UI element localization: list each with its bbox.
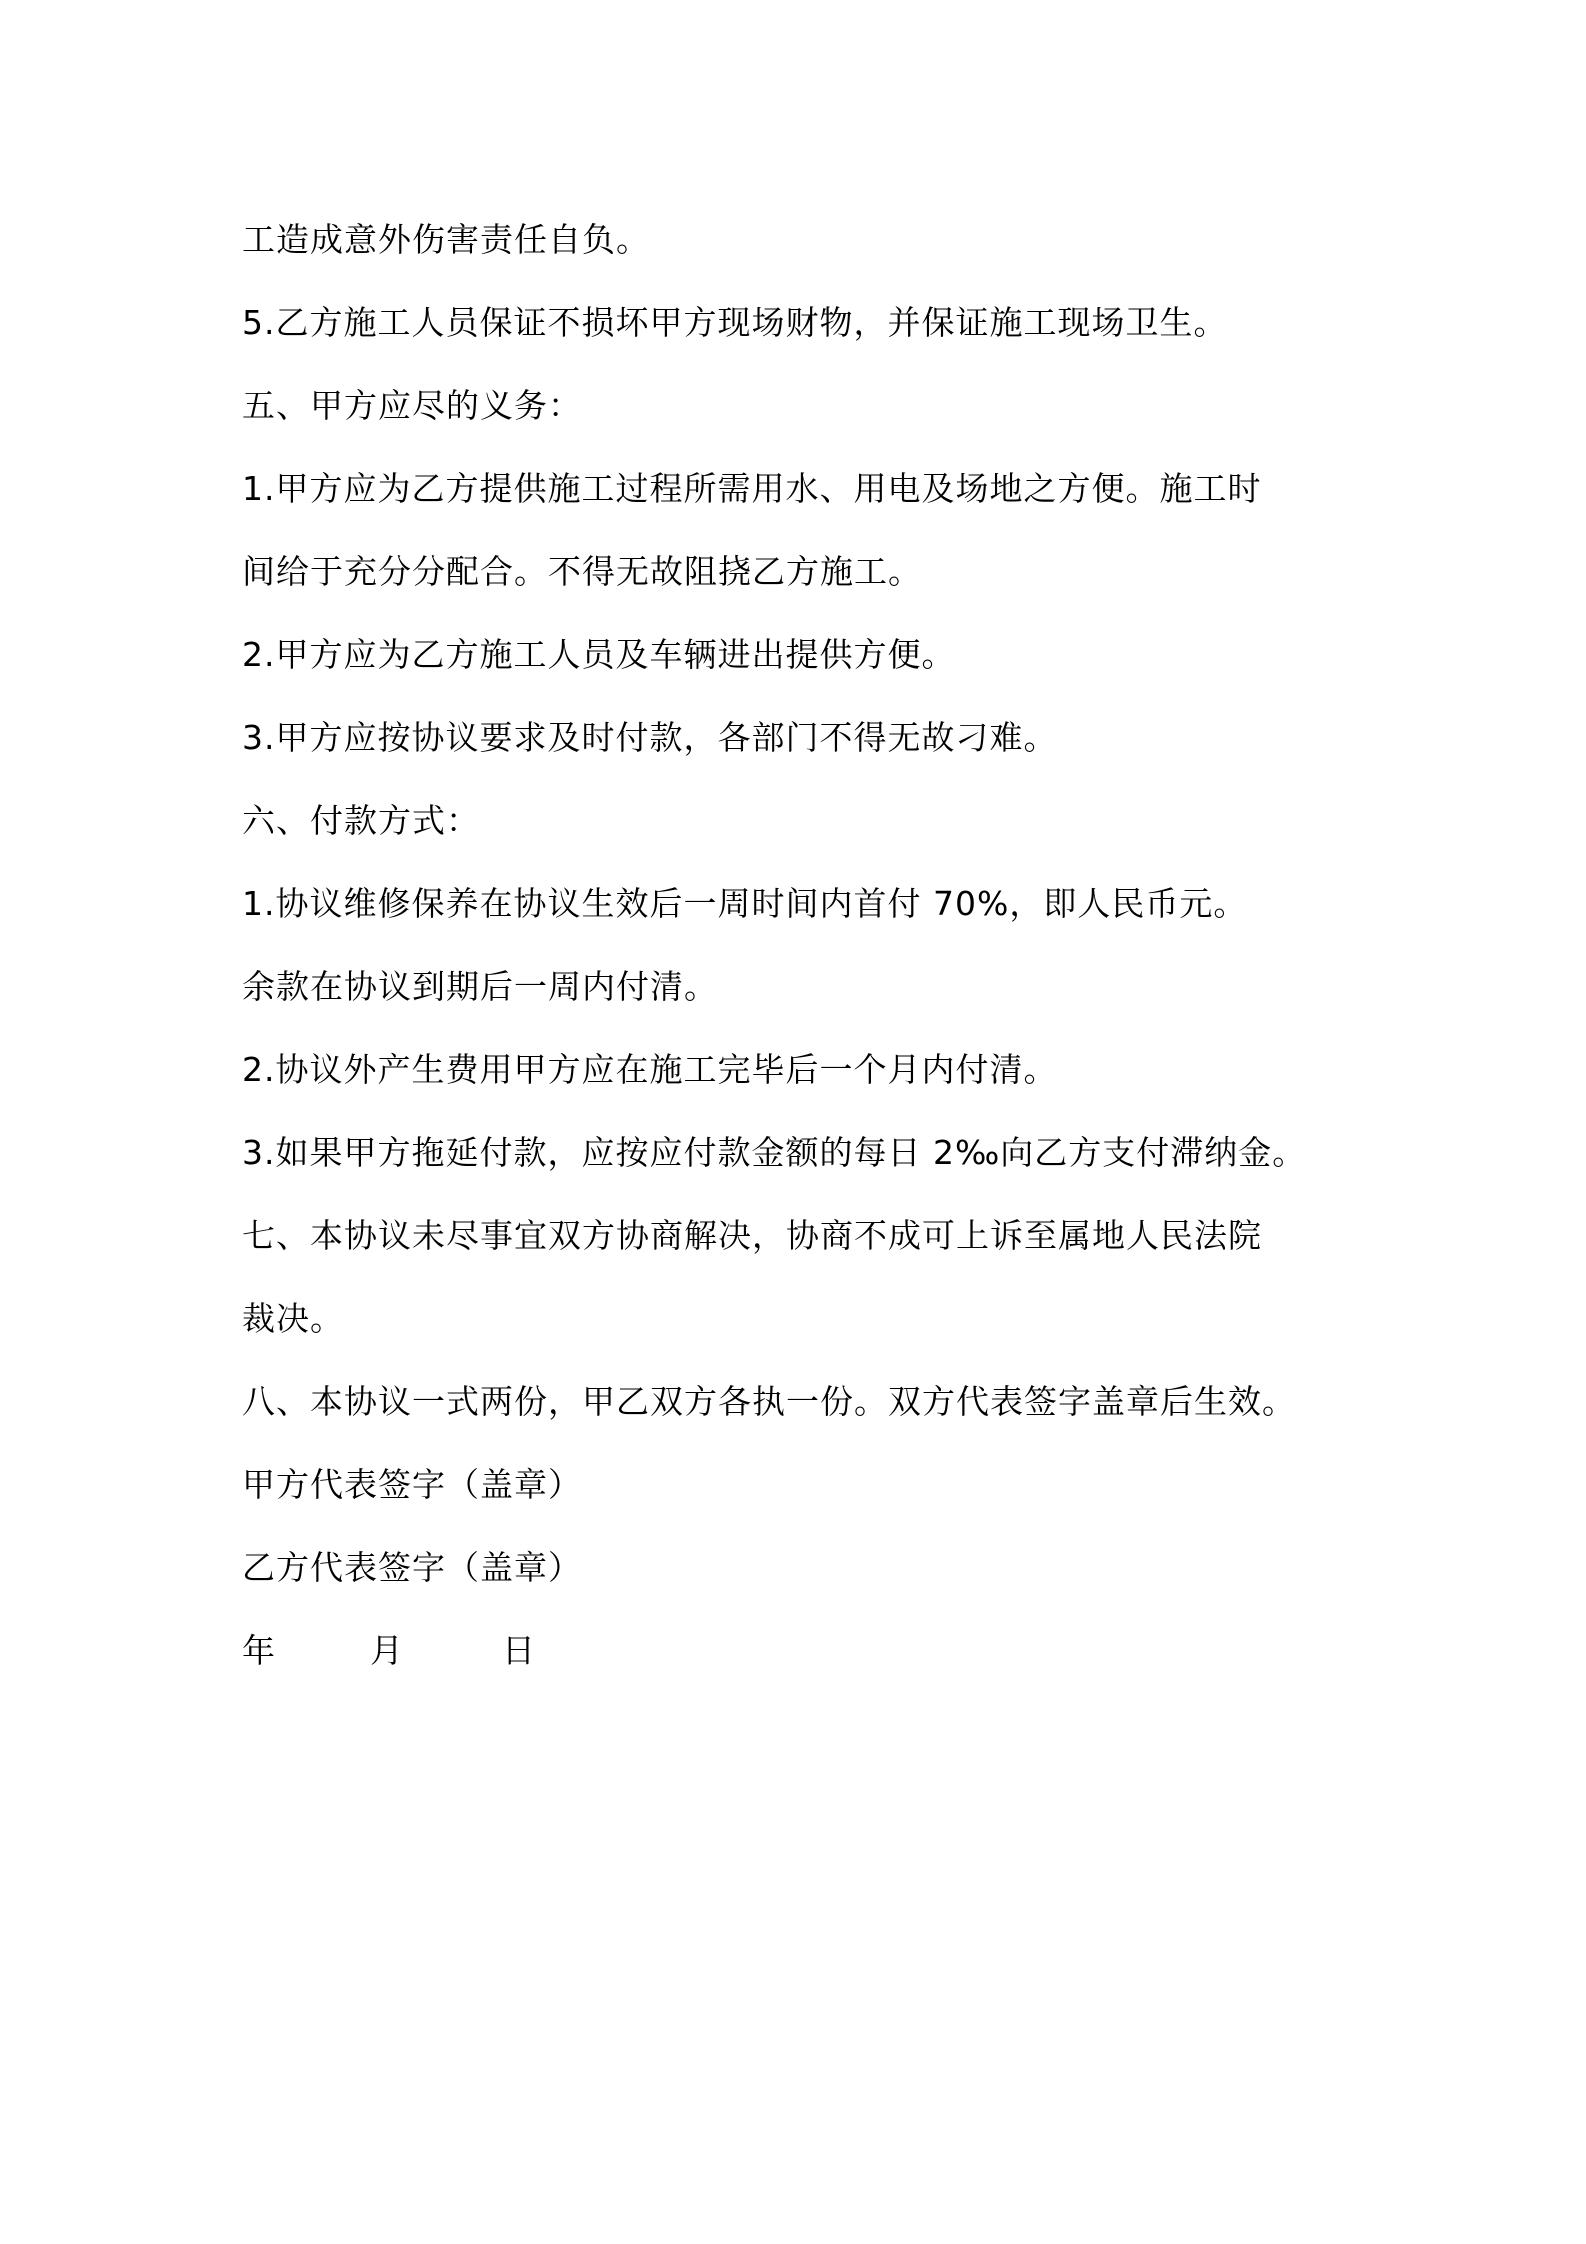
text-line: 间给于充分分配合。不得无故阻挠乙方施工。 <box>242 552 922 591</box>
section-heading: 七、本协议未尽事宜双方协商解决，协商不成可上诉至属地人民法院 <box>242 1216 1262 1255</box>
date-month: 月 <box>370 1631 403 1670</box>
party-a-signature: 甲方代表签字（盖章） <box>242 1465 582 1504</box>
text-line: 5.乙方施工人员保证不损坏甲方现场财物，并保证施工现场卫生。 <box>242 303 1228 342</box>
text-line: 3.如果甲方拖延付款，应按应付款金额的每日 2‰向乙方支付滞纳金。 <box>242 1133 1307 1172</box>
text-line: 余款在协议到期后一周内付清。 <box>242 967 718 1006</box>
party-b-signature: 乙方代表签字（盖章） <box>242 1548 582 1587</box>
text-line: 2.甲方应为乙方施工人员及车辆进出提供方便。 <box>242 635 956 674</box>
section-heading: 五、甲方应尽的义务： <box>242 386 582 425</box>
text-line: 3.甲方应按协议要求及时付款，各部门不得无故刁难。 <box>242 718 1058 757</box>
text-line: 1.协议维修保养在协议生效后一周时间内首付 70%，即人民币元。 <box>242 884 1248 923</box>
date-year: 年 <box>242 1631 275 1670</box>
document-body <box>242 198 1362 1692</box>
text-line: 裁决。 <box>242 1299 344 1338</box>
date-day: 日 <box>502 1631 535 1670</box>
date-line <box>242 1609 1362 1692</box>
section-heading: 八、本协议一式两份，甲乙双方各执一份。双方代表签字盖章后生效。 <box>242 1382 1296 1421</box>
text-line: 2.协议外产生费用甲方应在施工完毕后一个月内付清。 <box>242 1050 1058 1089</box>
section-heading: 六、付款方式： <box>242 801 480 840</box>
text-line: 1.甲方应为乙方提供施工过程所需用水、用电及场地之方便。施工时 <box>242 469 1262 508</box>
text-line: 工造成意外伤害责任自负。 <box>242 220 650 259</box>
